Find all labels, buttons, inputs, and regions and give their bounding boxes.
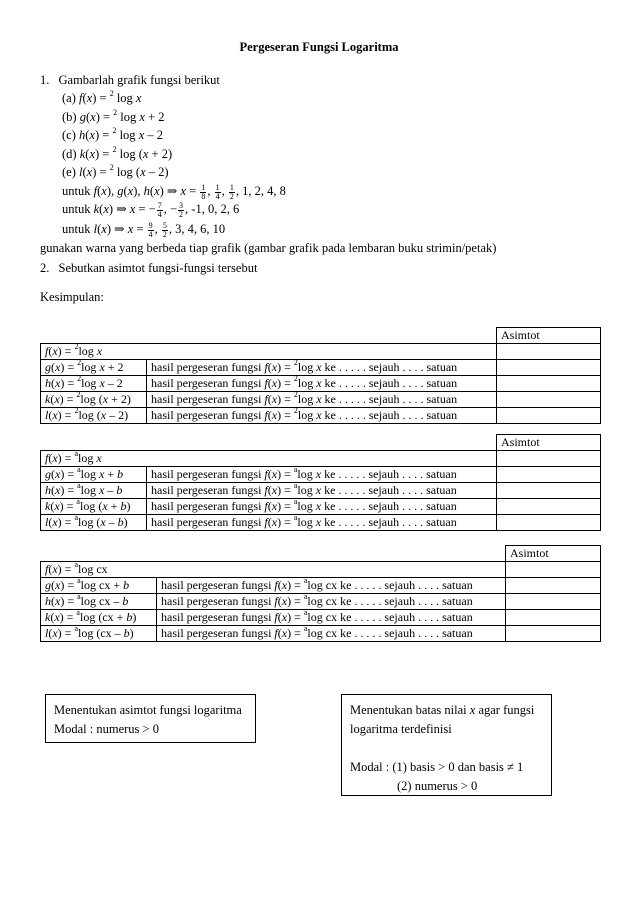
table-row: h(x) = $^a$log cx – b hasil pergeseran fungsi f(x) = $^a$log cx ke . . . . . sejauh . . . . satuan	[41, 594, 601, 610]
question-2-text: Sebutkan asimtot fungsi-fungsi tersebut	[58, 261, 258, 275]
question-1	[40, 73, 220, 88]
question-1-prompt: Gambarlah grafik fungsi berikut	[58, 73, 220, 87]
table-row: l(x) = $^2$log (x – 2) hasil pergeseran fungsi f(x) = $^2$log x ke . . . . . sejauh . . . . satuan	[41, 408, 601, 424]
question-1-item: (a) f(x) = $^2$ log x	[62, 89, 142, 105]
domain-rule-box	[341, 694, 552, 796]
fraction: $\frac{1}{2}$	[229, 182, 234, 201]
domain-rule-title: Menentukan batas nilai x agar fungsi	[350, 703, 535, 717]
fraction: $\frac{7}{4}$	[157, 200, 162, 219]
asymptote-header: Asimtot	[497, 435, 601, 451]
table-row: g(x) = $^a$log cx + b hasil pergeseran fungsi f(x) = $^a$log cx ke . . . . . sejauh . . . . satuan	[41, 578, 601, 594]
fraction: $\frac{9}{4}$	[148, 220, 153, 239]
asymptote-rule-modal: Modal : numerus > 0	[54, 722, 159, 736]
table-row: g(x) = $^2$log x + 2 hasil pergeseran fungsi f(x) = $^2$log x ke . . . . . sejauh . . . . satuan	[41, 360, 601, 376]
conclusion-table-1	[40, 327, 601, 424]
question-1-item: (c) h(x) = $^2$ log x – 2	[62, 126, 163, 142]
table-spacer	[41, 546, 506, 562]
table-row: l(x) = $^a$log (x – b) hasil pergeseran fungsi f(x) = $^a$log x ke . . . . . sejauh . . . . satuan	[41, 515, 601, 531]
asymptote-rule-title: Menentukan asimtot fungsi logaritma	[54, 703, 242, 717]
table-row: f(x) = $^a$log x	[41, 451, 601, 467]
question-1-item: (e) l(x) = $^2$ log (x – 2)	[62, 163, 169, 179]
asymptote-header: Asimtot	[506, 546, 601, 562]
asymptote-rule-box	[45, 694, 256, 743]
table-spacer	[41, 435, 497, 451]
table-spacer	[41, 328, 497, 344]
table-row: h(x) = $^a$log x – b hasil pergeseran fungsi f(x) = $^a$log x ke . . . . . sejauh . . . . satuan	[41, 483, 601, 499]
question-1-item: (b) g(x) = $^2$ log x + 2	[62, 107, 165, 124]
fraction: $\frac{3}{2}$	[179, 200, 184, 219]
asymptote-header: Asimtot	[497, 328, 601, 344]
table-row: k(x) = $^a$log (cx + b) hasil pergeseran fungsi f(x) = $^a$log cx ke . . . . . sejauh . . . . satuan	[41, 610, 601, 626]
table-row: l(x) = $^a$log (cx – b) hasil pergeseran fungsi f(x) = $^a$log cx ke . . . . . sejauh . . . . satuan	[41, 626, 601, 642]
fraction: $\frac{1}{8}$	[201, 182, 206, 201]
domain-rule-subtitle: logaritma terdefinisi	[350, 722, 452, 736]
domain-rule-modal-2: (2) numerus > 0	[397, 779, 478, 793]
fraction: $\frac{1}{4}$	[215, 182, 220, 201]
conclusion-label: Kesimpulan:	[40, 290, 104, 304]
domain-line-1: untuk f(x), g(x), h(x) ⇒ x = $\frac{1}{8}$ , $\frac{1}{4}$ , $\frac{1}{2}$ , 1, 2, 4, 8	[62, 182, 286, 201]
table-row: f(x) = $^a$log cx	[41, 562, 601, 578]
question-1-item: (d) k(x) = $^2$ log (x + 2)	[62, 144, 173, 161]
domain-line-2: untuk k(x) ⇒ x = − $\frac{7}{4}$ , − $\frac{3}{2}$ , -1, 0, 2, 6	[62, 200, 240, 219]
table-row: f(x) = $^2$log x	[41, 344, 601, 360]
conclusion-table-3	[40, 545, 601, 642]
table-row: k(x) = $^2$log (x + 2) hasil pergeseran fungsi f(x) = $^2$log x ke . . . . . sejauh . . . . satuan	[41, 392, 601, 408]
page-title: Pergeseran Fungsi Logaritma	[239, 40, 399, 54]
domain-line-3: untuk l(x) ⇒ x = $\frac{9}{4}$ , $\frac{5}{2}$ , 3, 4, 6, 10	[62, 220, 226, 239]
table-row: g(x) = $^a$log x + b hasil pergeseran fungsi f(x) = $^a$log x ke . . . . . sejauh . . . . satuan	[41, 467, 601, 483]
instruction-text: gunakan warna yang berbeda tiap grafik (gambar grafik pada lembaran buku strimin/petak)	[40, 241, 497, 255]
table-row: h(x) = $^2$log x – 2 hasil pergeseran fungsi f(x) = $^2$log x ke . . . . . sejauh . . . . satuan	[41, 376, 601, 392]
question-2	[40, 261, 257, 276]
domain-rule-modal-1: Modal : (1) basis > 0 dan basis ≠ 1	[350, 760, 524, 774]
question-2-number: 2.	[40, 261, 50, 275]
conclusion-table-2	[40, 434, 601, 531]
table-row: k(x) = $^a$log (x + b) hasil pergeseran fungsi f(x) = $^a$log x ke . . . . . sejauh . . . . satuan	[41, 499, 601, 515]
question-1-number: 1.	[40, 73, 50, 87]
fraction: $\frac{5}{2}$	[162, 220, 167, 239]
